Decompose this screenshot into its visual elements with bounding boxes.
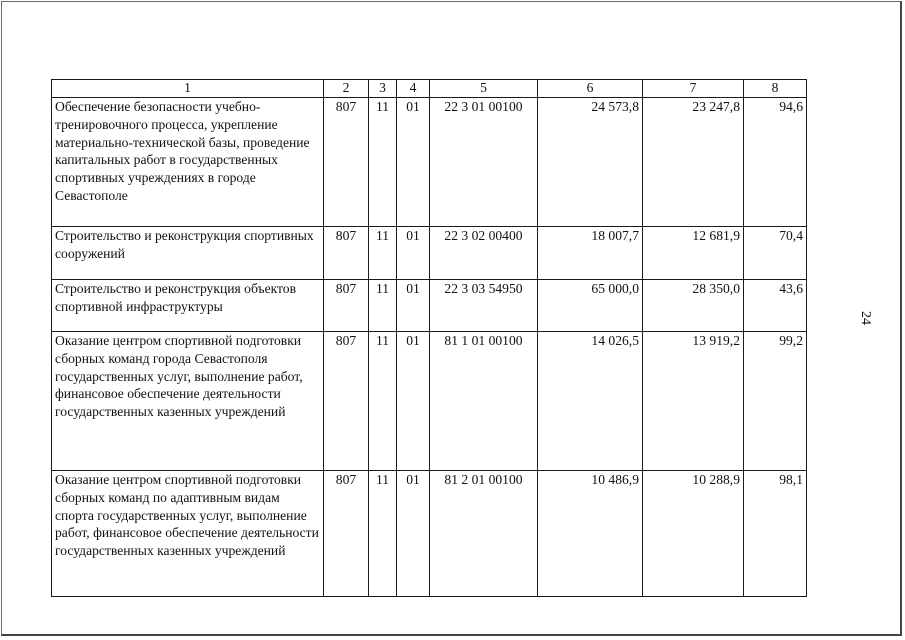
actual-amount: 12 681,9 <box>643 227 744 280</box>
execution-percent: 43,6 <box>744 280 807 332</box>
expense-name: Обеспечение безопасности учебно-тренировочного процесса, укрепление материально-технической базы, проведение капитальных работ в государственных спортивных учреждениях в городе Севастополе <box>52 98 324 227</box>
execution-percent: 94,6 <box>744 98 807 227</box>
column-header: 8 <box>744 80 807 98</box>
actual-amount: 13 919,2 <box>643 332 744 471</box>
section-code: 11 <box>369 98 397 227</box>
target-article-code: 81 2 01 00100 <box>430 471 538 597</box>
execution-percent: 98,1 <box>744 471 807 597</box>
column-header: 2 <box>324 80 369 98</box>
column-header: 5 <box>430 80 538 98</box>
actual-amount: 10 288,9 <box>643 471 744 597</box>
table-row <box>52 471 807 597</box>
table-header-row <box>52 80 807 98</box>
subsection-code: 01 <box>397 280 430 332</box>
subsection-code: 01 <box>397 332 430 471</box>
subsection-code: 01 <box>397 227 430 280</box>
column-header: 1 <box>52 80 324 98</box>
table-row <box>52 332 807 471</box>
table-row <box>52 227 807 280</box>
planned-amount: 24 573,8 <box>538 98 643 227</box>
expense-name: Оказание центром спортивной подготовки сборных команд города Севастополя государственных услуг, выполнение работ, финансовое обеспечение деятельности государственных казенных учреждений <box>52 332 324 471</box>
target-article-code: 22 3 02 00400 <box>430 227 538 280</box>
ministry-code: 807 <box>324 227 369 280</box>
section-code: 11 <box>369 227 397 280</box>
budget-table <box>51 79 807 597</box>
table-row <box>52 98 807 227</box>
actual-amount: 23 247,8 <box>643 98 744 227</box>
subsection-code: 01 <box>397 98 430 227</box>
ministry-code: 807 <box>324 471 369 597</box>
planned-amount: 65 000,0 <box>538 280 643 332</box>
target-article-code: 22 3 03 54950 <box>430 280 538 332</box>
column-header: 4 <box>397 80 430 98</box>
expense-name: Строительство и реконструкция объектов спортивной инфраструктуры <box>52 280 324 332</box>
subsection-code: 01 <box>397 471 430 597</box>
page-number: 24 <box>858 311 873 325</box>
target-article-code: 81 1 01 00100 <box>430 332 538 471</box>
expense-name: Оказание центром спортивной подготовки сборных команд по адаптивным видам спорта государственных услуг, выполнение работ, финансовое обеспечение деятельности государственных казенных учреждений <box>52 471 324 597</box>
column-header: 7 <box>643 80 744 98</box>
column-header: 3 <box>369 80 397 98</box>
planned-amount: 18 007,7 <box>538 227 643 280</box>
planned-amount: 10 486,9 <box>538 471 643 597</box>
planned-amount: 14 026,5 <box>538 332 643 471</box>
actual-amount: 28 350,0 <box>643 280 744 332</box>
expense-name: Строительство и реконструкция спортивных сооружений <box>52 227 324 280</box>
execution-percent: 70,4 <box>744 227 807 280</box>
column-header: 6 <box>538 80 643 98</box>
section-code: 11 <box>369 332 397 471</box>
section-code: 11 <box>369 471 397 597</box>
section-code: 11 <box>369 280 397 332</box>
ministry-code: 807 <box>324 280 369 332</box>
ministry-code: 807 <box>324 98 369 227</box>
table-row <box>52 280 807 332</box>
execution-percent: 99,2 <box>744 332 807 471</box>
ministry-code: 807 <box>324 332 369 471</box>
target-article-code: 22 3 01 00100 <box>430 98 538 227</box>
